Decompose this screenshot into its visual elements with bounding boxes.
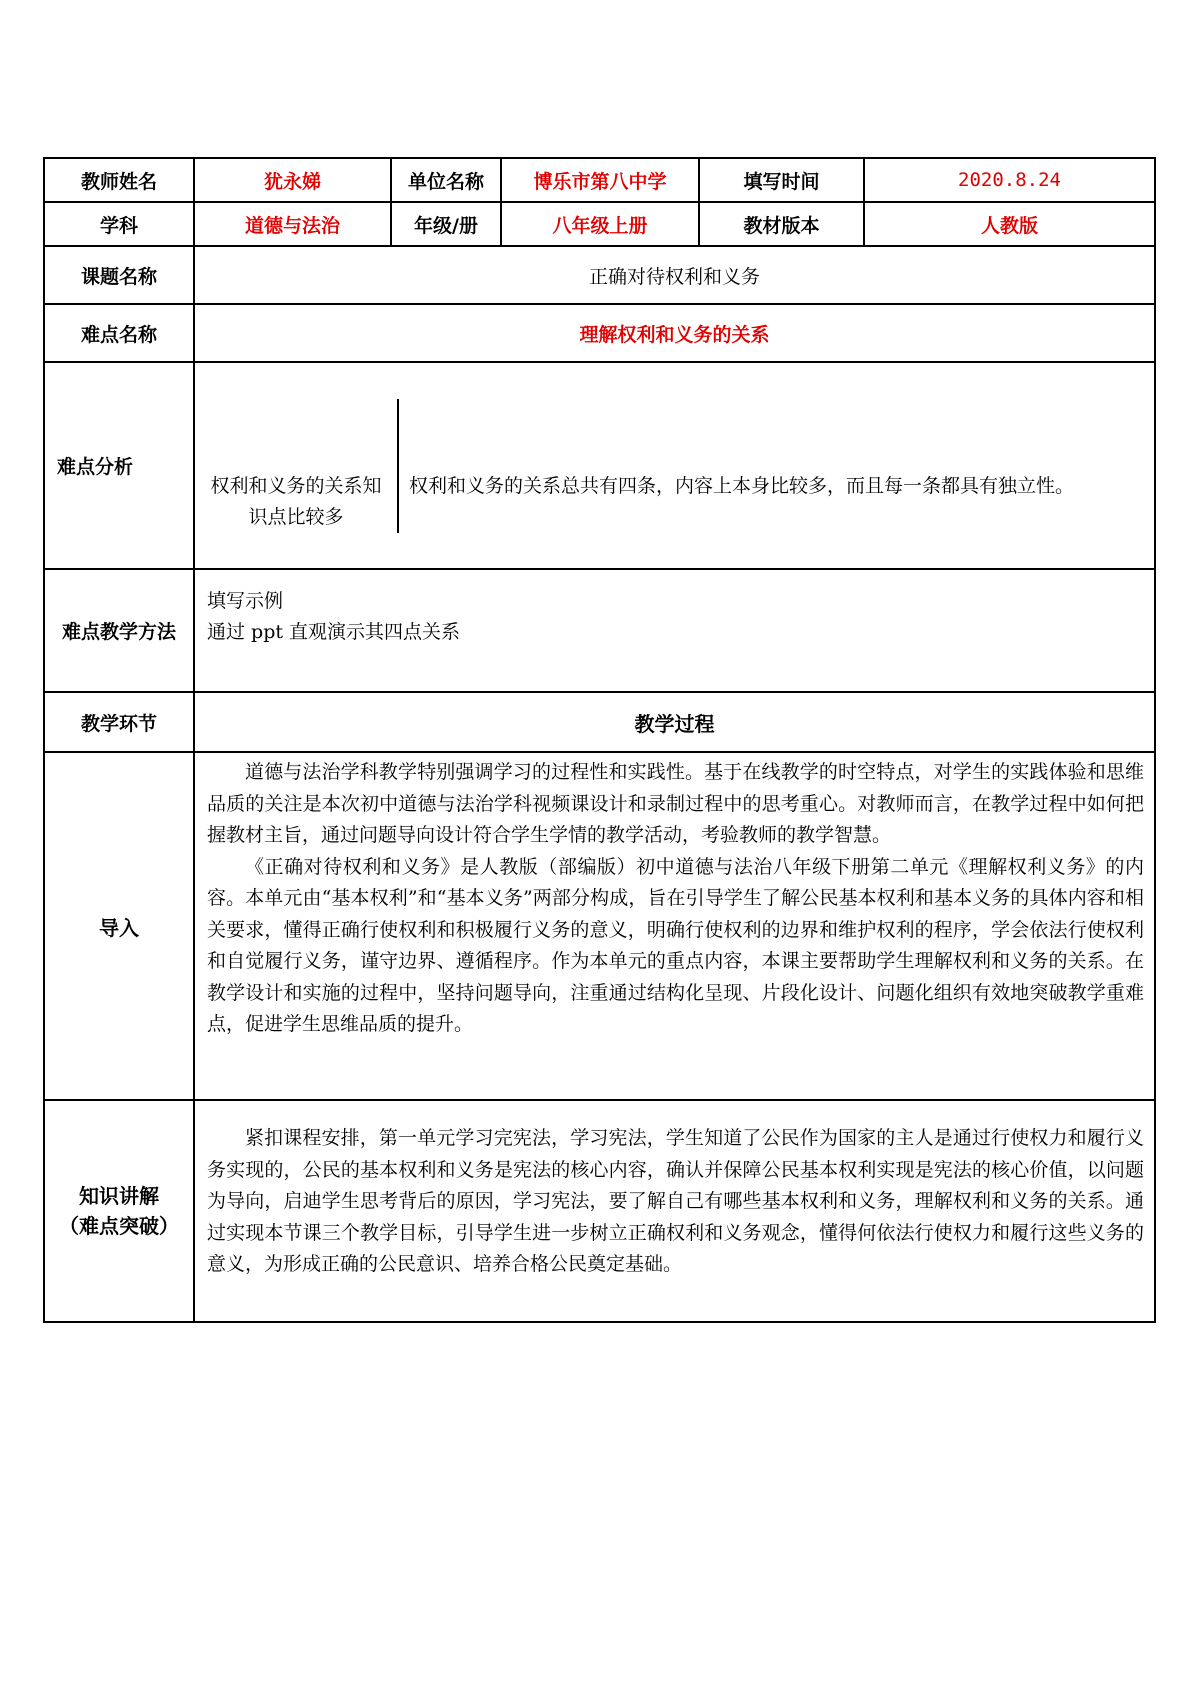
- method-line-2: 通过 ppt 直观演示其四点关系: [207, 621, 461, 643]
- analysis-detail: 权利和义务的关系总共有四条，内容上本身比较多，而且每一条都具有独立性。: [409, 474, 1075, 497]
- difficulty-row: [44, 304, 1155, 362]
- method-label: 难点教学方法: [44, 569, 194, 692]
- process-stage-label: 教学环节: [44, 692, 194, 752]
- method-row: [44, 569, 1155, 692]
- process-header-row: [44, 692, 1155, 752]
- subject-label: 学科: [44, 202, 194, 246]
- analysis-inner-table: [195, 399, 1154, 533]
- header-row-2: [44, 202, 1155, 246]
- unit-value: 博乐市第八中学: [501, 158, 699, 202]
- knowledge-row: [44, 1100, 1155, 1322]
- knowledge-paragraph: 紧扣课程安排，第一单元学习完宪法，学习宪法，学生知道了公民作为国家的主人是通过行使权力和履行义务实现的，公民的基本权利和义务是宪法的核心内容，确认并保障公民基本权利实现是宪法的核心价值，以问题为导向，启迪学生思考背后的原因，学习宪法，要了解自己有哪些基本权利和义务，理解权利和义务的关系。通过实现本节课三个教学目标，引导学生进一步树立正确权利和义务观念，懂得何依法行使权力和履行这些义务的意义，为形成正确的公民意识、培养合格公民奠定基础。: [207, 1127, 1144, 1275]
- method-line-1: 填写示例: [207, 590, 284, 612]
- analysis-row: [44, 362, 1155, 569]
- unit-label: 单位名称: [391, 158, 501, 202]
- date-value: 2020.8.24: [864, 158, 1155, 202]
- difficulty-value: 理解权利和义务的关系: [194, 304, 1155, 362]
- difficulty-label: 难点名称: [44, 304, 194, 362]
- teacher-label: 教师姓名: [44, 158, 194, 202]
- analysis-label: 难点分析: [44, 362, 194, 569]
- knowledge-label: 知识讲解: [79, 1184, 159, 1208]
- date-label: 填写时间: [699, 158, 864, 202]
- subject-value: 道德与法治: [194, 202, 391, 246]
- knowledge-sublabel: （难点突破）: [59, 1214, 179, 1238]
- analysis-point: 权利和义务的关系知识点比较多: [195, 399, 398, 533]
- teacher-value: 犹永娣: [194, 158, 391, 202]
- edition-value: 人教版: [864, 202, 1155, 246]
- grade-label: 年级/册: [391, 202, 501, 246]
- intro-paragraph-1: 道德与法治学科教学特别强调学习的过程性和实践性。基于在线教学的时空特点，对学生的实践体验和思维品质的关注是本次初中道德与法治学科视频课设计和录制过程中的思考重心。对教师而言，在教学过程中如何把握教材主旨，通过问题导向设计符合学生学情的教学活动，考验教师的教学智慧。: [207, 761, 1144, 846]
- topic-value: 正确对待权利和义务: [194, 246, 1155, 304]
- lesson-plan-table: [43, 157, 1156, 1323]
- intro-label: 导入: [44, 752, 194, 1100]
- topic-row: [44, 246, 1155, 304]
- process-title: 教学过程: [194, 692, 1155, 752]
- topic-label: 课题名称: [44, 246, 194, 304]
- intro-row: [44, 752, 1155, 1100]
- header-row-1: [44, 158, 1155, 202]
- edition-label: 教材版本: [699, 202, 864, 246]
- intro-paragraph-2: 《正确对待权利和义务》是人教版（部编版）初中道德与法治八年级下册第二单元《理解权利义务》的内容。本单元由“基本权利”和“基本义务”两部分构成，旨在引导学生了解公民基本权利和基本义务的具体内容和相关要求，懂得正确行使权利和积极履行义务的意义，明确行使权利的边界和维护权利的程序，学会依法行使权利和自觉履行义务，谨守边界、遵循程序。作为本单元的重点内容，本课主要帮助学生理解权利和义务的关系。在教学设计和实施的过程中，坚持问题导向，注重通过结构化呈现、片段化设计、问题化组织有效地突破教学重难点，促进学生思维品质的提升。: [207, 855, 1144, 1035]
- grade-value: 八年级上册: [501, 202, 699, 246]
